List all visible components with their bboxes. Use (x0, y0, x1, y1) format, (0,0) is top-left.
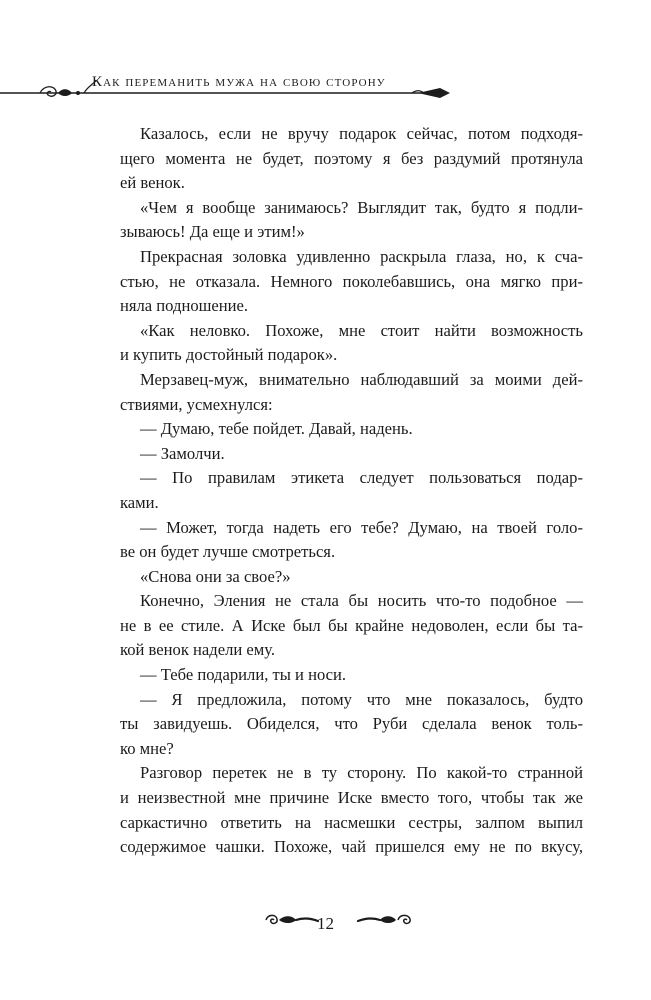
text-line: ствиями, усмехнулся: (120, 394, 273, 414)
page-number: 12 (317, 914, 334, 933)
text-line: Мерзавец-муж, внимательно наблюдавший за моими дей- (140, 369, 583, 389)
paragraph (100, 663, 583, 688)
paragraph (100, 466, 583, 515)
text-line: содержимое чашки. Похоже, чай пришелся ему не по вкусу, (120, 837, 583, 857)
paragraph (100, 516, 583, 565)
text-line: ко мне? (120, 738, 174, 758)
text-line: Казалось, если не вручу подарок сейчас, потом подходя- (140, 124, 583, 143)
text-line: кой венок надели ему. (120, 640, 276, 660)
text-line: Конечно, Эления не стала бы носить что-то подобное — (140, 591, 583, 611)
text-line: «Чем я вообще занимаюсь? Выглядит так, будто я подли- (140, 197, 583, 217)
paragraph (100, 368, 583, 417)
text-line: ве он будет лучше смотреться. (120, 542, 336, 562)
text-line: — Замолчи. (140, 443, 225, 463)
text-line: — Я предложила, потому что мне показалось, будто (140, 689, 583, 709)
text-line: Прекрасная золовка удивленно раскрыла глаза, но, к сча- (140, 246, 583, 266)
text-line: не в ее стиле. А Иске был бы крайне недоволен, если бы та- (120, 615, 583, 635)
paragraph (100, 417, 583, 442)
text-line: няла подношение. (120, 296, 249, 316)
text-line: ей венок. (120, 173, 185, 193)
text-line: Разговор перетек не в ту сторону. По какой-то странной (140, 763, 583, 783)
text-line: «Снова они за свое?» (140, 566, 291, 586)
text-line: стью, не отказала. Немного поколебавшись, она мягко при- (120, 271, 583, 291)
text-line: ками. (120, 492, 159, 512)
paragraph (100, 196, 583, 245)
page-footer (0, 908, 651, 948)
paragraph (100, 442, 583, 467)
paragraph (100, 122, 583, 196)
paragraph (100, 761, 583, 859)
right-flourish-icon (354, 908, 418, 932)
paragraph (100, 245, 583, 319)
text-line: саркастично ответить на насмешки сестры, залпом выпил (120, 812, 583, 832)
paragraph (100, 589, 583, 663)
body-text (100, 122, 583, 860)
text-line: и неизвестной мне причине Иске вместо того, чтобы так же (120, 788, 583, 808)
running-header (0, 60, 651, 110)
paragraph (100, 688, 583, 762)
text-line: — По правилам этикета следует пользоваться подар- (140, 468, 583, 488)
paragraph (100, 565, 583, 590)
running-header-title: Как переманить мужа на свою сторону (92, 74, 386, 90)
text-line: зываюсь! Да еще и этим!» (120, 222, 305, 242)
text-line: — Может, тогда надеть его тебе? Думаю, на твоей голо- (140, 517, 583, 537)
text-line: щего момента не будет, поэтому я без раздумий протянула (120, 148, 583, 168)
text-line: — Тебе подарили, ты и носи. (140, 665, 347, 685)
text-line: «Как неловко. Похоже, мне стоит найти возможность (140, 320, 583, 340)
paragraph (100, 319, 583, 368)
text-line: — Думаю, тебе пойдет. Давай, надень. (140, 419, 413, 439)
text-line: ты завидуешь. Обиделся, что Руби сделала венок толь- (120, 714, 583, 734)
text-line: и купить достойный подарок». (120, 345, 338, 365)
